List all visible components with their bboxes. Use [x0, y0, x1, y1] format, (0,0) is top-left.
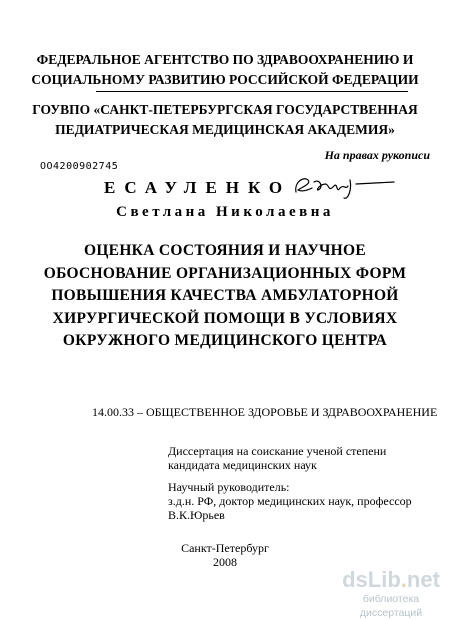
- year: 2008: [213, 555, 237, 569]
- title-line-5: ОКРУЖНОГО МЕДИЦИНСКОГО ЦЕНТРА: [62, 332, 388, 349]
- title-line-3: ПОВЫШЕНИЯ КАЧЕСТВА АМБУЛАТОРНОЙ: [51, 287, 399, 304]
- institution-header: [0, 100, 450, 140]
- udc-code: ОО4200902745: [40, 161, 119, 172]
- dissertation-title: [0, 240, 450, 353]
- author-signature: [290, 170, 400, 204]
- supervisor-block: [168, 480, 428, 522]
- institution-line-1: ГОУВПО «САНКТ-ПЕТЕРБУРГСКАЯ ГОСУДАРСТВЕННАЯ: [32, 102, 418, 117]
- degree-statement: [168, 444, 428, 472]
- degree-line-2: кандидата медицинских наук: [168, 458, 317, 472]
- degree-line-1: Диссертация на соискание ученой степени: [168, 444, 387, 458]
- institution-line-2: ПЕДИАТРИЧЕСКАЯ МЕДИЦИНСКАЯ АКАДЕМИЯ»: [55, 122, 395, 137]
- agency-line-2: СОЦИАЛЬНОМУ РАЗВИТИЮ РОССИЙСКОЙ ФЕДЕРАЦИИ: [31, 72, 419, 87]
- watermark-tagline: библиотека диссертаций: [359, 593, 423, 619]
- header-divider: [96, 91, 408, 92]
- title-line-2: ОБОСНОВАНИЕ ОРГАНИЗАЦИОННЫХ ФОРМ: [43, 264, 407, 282]
- rights-note: На правах рукописи: [324, 148, 430, 162]
- watermark: [336, 568, 446, 620]
- agency-header: [0, 50, 450, 90]
- agency-line-1: ФЕДЕРАЛЬНОЕ АГЕНТСТВО ПО ЗДРАВООХРАНЕНИЮ И: [36, 52, 414, 67]
- place: Санкт-Петербург: [181, 541, 269, 555]
- place-and-year: [0, 541, 450, 569]
- watermark-brand-main: dsLib: [342, 567, 401, 592]
- title-line-4: ХИРУРГИЧЕСКОЙ ПОМОЩИ В УСЛОВИЯХ: [52, 309, 398, 327]
- watermark-logo: [336, 568, 446, 592]
- author-given-names: Светлана Николаевна: [116, 204, 334, 220]
- specialty-code: 14.00.33 – ОБЩЕСТВЕННОЕ ЗДОРОВЬЕ И ЗДРАВООХРАНЕНИЕ: [92, 405, 438, 419]
- watermark-brand-dot: .: [400, 567, 407, 592]
- supervisor-value: з.д.н. РФ, доктор медицинских наук, профессор В.К.Юрьев: [168, 494, 412, 522]
- supervisor-label: Научный руководитель:: [168, 480, 290, 494]
- title-line-1: ОЦЕНКА СОСТОЯНИЯ И НАУЧНОЕ: [83, 242, 367, 259]
- author-surname: ЕСАУЛЕНКО: [104, 178, 292, 197]
- watermark-brand-tld: net: [406, 567, 440, 592]
